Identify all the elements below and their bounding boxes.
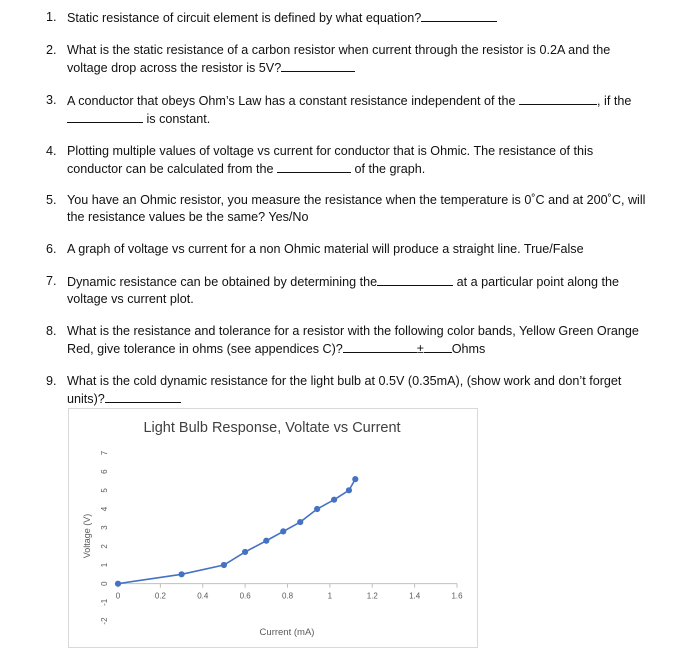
x-tick-label: 0.6	[239, 591, 251, 601]
y-tick-label: 0	[100, 581, 110, 586]
plus-minus: ±	[416, 342, 424, 356]
question-text-line2: units)?	[67, 392, 105, 406]
question-text-cont: of the graph.	[354, 162, 426, 176]
question-text: What is the cold dynamic resistance for the light bulb at 0.5V (0.35mA), (show work and don’t forget	[67, 374, 622, 388]
answer-blank[interactable]	[105, 390, 181, 403]
question-number: 4.	[46, 144, 57, 158]
question-number: 7.	[46, 274, 57, 288]
answer-blank[interactable]	[421, 9, 497, 22]
question-text: A graph of voltage vs current for a non Ohmic material will produce a straight line. True/False	[67, 242, 584, 256]
y-tick-label: -1	[100, 598, 110, 606]
y-tick-label: 1	[100, 562, 110, 568]
data-point	[221, 562, 227, 568]
data-point	[178, 571, 184, 577]
question-number: 3.	[46, 93, 57, 107]
tolerance-blank[interactable]	[424, 340, 452, 353]
y-tick-label: 6	[100, 469, 110, 474]
answer-blank[interactable]	[281, 59, 355, 72]
y-tick-label: 3	[100, 525, 110, 530]
y-tick-label: 5	[100, 488, 110, 493]
y-tick-label: 7	[100, 450, 110, 456]
data-point	[115, 581, 121, 587]
question-number: 6.	[46, 242, 57, 256]
x-tick-label: 0.2	[154, 591, 166, 601]
question-text: You have an Ohmic resistor, you measure the resistance when the temperature is 0˚C and at 200˚C, will	[67, 193, 646, 207]
resistance-blank[interactable]	[343, 340, 417, 353]
chart-frame	[69, 409, 478, 648]
question-text: Dynamic resistance can be obtained by determining the	[67, 275, 378, 289]
x-tick-label: 1.2	[366, 591, 378, 601]
question-number: 5.	[46, 193, 57, 207]
x-tick-label: 0.8	[281, 591, 294, 601]
x-tick-label: 1.6	[451, 591, 463, 601]
answer-blank-2[interactable]	[67, 110, 143, 123]
answer-blank[interactable]	[277, 160, 351, 173]
data-point	[263, 538, 269, 544]
data-point	[297, 519, 303, 525]
question-text: Plotting multiple values of voltage vs current for conductor that is Ohmic. The resistance of this	[67, 144, 594, 158]
x-tick-label: 0	[115, 591, 121, 601]
x-tick-label: 1.4	[409, 591, 421, 601]
question-text-line2: Red, give tolerance in ohms (see appendices C)?	[67, 342, 343, 356]
data-point	[242, 549, 248, 555]
question-text-cont: , if the	[597, 94, 632, 108]
question-text: Static resistance of circuit element is defined by what equation?	[67, 11, 422, 25]
question-text-line2: voltage drop across the resistor is 5V?	[67, 61, 282, 75]
unit-label: Ohms	[451, 342, 486, 356]
question-text-line2: the resistance values be the same? Yes/No	[67, 210, 309, 224]
question-number: 8.	[46, 324, 57, 338]
data-point	[314, 506, 320, 512]
data-point	[331, 497, 337, 503]
question-text: What is the static resistance of a carbon resistor when current through the resistor is 0.2A and the	[67, 43, 611, 57]
question-text-line2: is constant.	[146, 112, 211, 126]
chart-title: Light Bulb Response, Voltate vs Current	[143, 420, 401, 436]
data-point	[346, 487, 352, 493]
question-number: 9.	[46, 374, 57, 388]
y-axis-label: Voltage (V)	[82, 513, 92, 559]
answer-blank[interactable]	[519, 92, 597, 105]
data-point	[352, 476, 358, 482]
x-tick-label: 1	[327, 591, 333, 601]
voltage-current-chart	[68, 408, 478, 648]
y-tick-label: 4	[100, 506, 110, 512]
question-number: 2.	[46, 43, 57, 57]
question-text: What is the resistance and tolerance for a resistor with the following color bands, Yellow Green Orange	[67, 324, 639, 338]
question-number: 1.	[46, 10, 57, 24]
x-axis-label: Current (mA)	[259, 627, 315, 638]
y-tick-label: 2	[100, 544, 110, 549]
question-text-line2: voltage vs current plot.	[67, 292, 194, 306]
data-point	[280, 528, 286, 534]
question-text-line2: conductor can be calculated from the	[67, 162, 274, 176]
x-tick-label: 0.4	[197, 591, 209, 601]
question-text: A conductor that obeys Ohm’s Law has a constant resistance independent of the	[67, 94, 516, 108]
question-text-cont: at a particular point along the	[456, 275, 620, 289]
y-tick-label: -2	[100, 617, 110, 625]
answer-blank[interactable]	[377, 273, 453, 286]
